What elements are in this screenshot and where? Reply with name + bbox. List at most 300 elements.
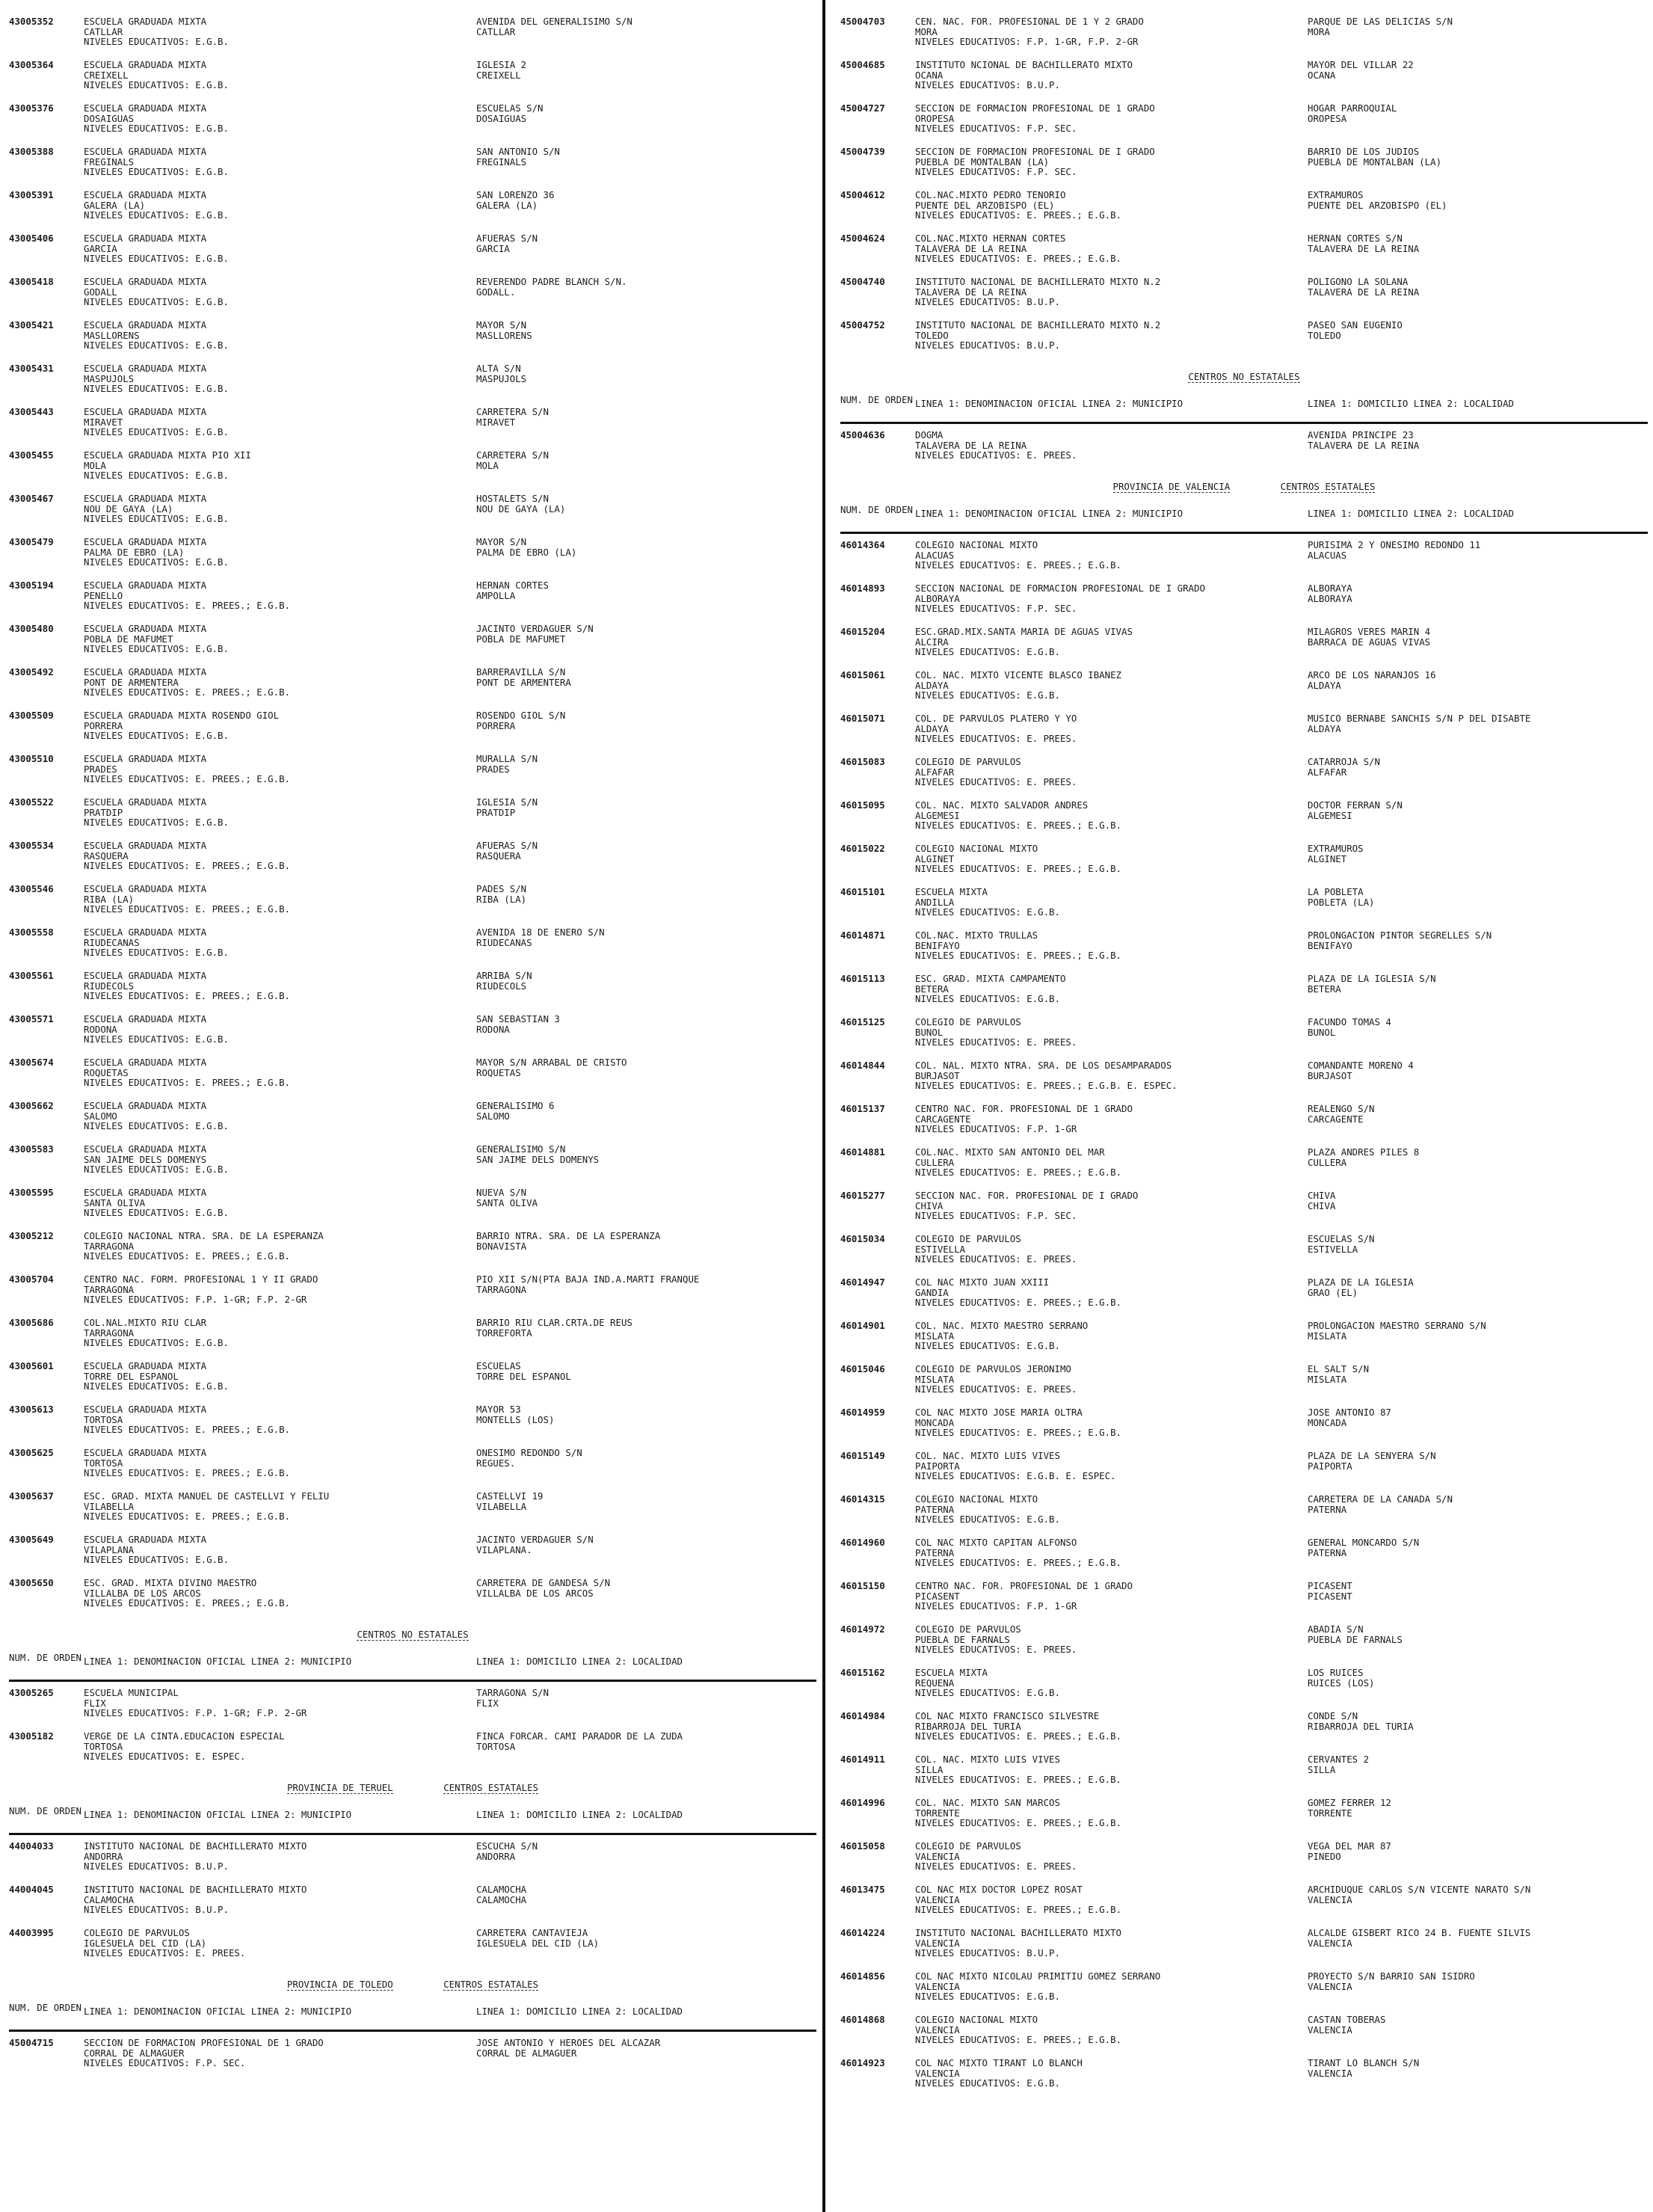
center-name: ESCUELA GRADUADA MIXTA xyxy=(84,797,207,808)
center-info xyxy=(915,1017,1296,1048)
center-name: ESCUELA GRADUADA MIXTA xyxy=(84,147,207,157)
municipality: GODALL xyxy=(84,286,117,298)
center-address xyxy=(476,103,816,123)
locality: DOSAIGUAS xyxy=(476,112,527,123)
center-info xyxy=(84,537,465,568)
center-code: 46015113 xyxy=(840,973,885,984)
list-item xyxy=(840,1321,1648,1364)
header-num: NUM. DE ORDEN xyxy=(840,504,913,515)
table-header xyxy=(9,1647,816,1682)
center-code: 46015083 xyxy=(840,756,885,767)
education-levels: NIVELES EDUCATIVOS: E.G.B. xyxy=(84,36,229,47)
education-levels: NIVELES EDUCATIVOS: E.G.B. xyxy=(84,209,229,221)
domicile: PROYECTO S/N BARRIO SAN ISIDRO xyxy=(1308,1971,1475,1982)
education-levels: NIVELES EDUCATIVOS: B.U.P. xyxy=(84,1861,229,1872)
center-address xyxy=(476,1884,816,1905)
center-name: COLEGIO DE PARVULOS xyxy=(915,1841,1021,1852)
header-col2: LINEA 1: DOMICILIO LINEA 2: LOCALIDAD xyxy=(476,1809,683,1820)
domicile: CERVANTES 2 xyxy=(1308,1754,1370,1765)
center-name: INSTITUTO NACIONAL DE BACHILLERATO MIXTO N.2 xyxy=(915,277,1161,287)
locality: ALDAYA xyxy=(1308,722,1341,734)
municipality: DOSAIGUAS xyxy=(84,112,135,124)
center-address xyxy=(1308,1234,1648,1254)
domicile: LA POBLETA xyxy=(1308,887,1364,897)
center-name: SECCION DE FORMACION PROFESIONAL DE I GRADO xyxy=(915,147,1155,157)
list-item xyxy=(840,1971,1648,2015)
center-address xyxy=(476,1101,816,1121)
locality: SAN JAIME DELS DOMENYS xyxy=(476,1153,600,1164)
municipality: RIUDECOLS xyxy=(84,980,135,992)
center-info xyxy=(915,16,1296,47)
domicile: TARRAGONA S/N xyxy=(476,1688,549,1698)
locality: VALENCIA xyxy=(1308,1937,1352,1948)
list-item xyxy=(840,1494,1648,1537)
center-info xyxy=(915,1364,1296,1395)
domicile: EL SALT S/N xyxy=(1308,1364,1370,1374)
municipality: GANDIA xyxy=(915,1286,949,1298)
table-header xyxy=(9,1800,816,1835)
locality: ALDAYA xyxy=(1308,679,1341,690)
center-info xyxy=(915,1537,1296,1568)
center-info xyxy=(915,147,1296,177)
center-name: COL. NAC. MIXTO VICENTE BLASCO IBANEZ xyxy=(915,670,1122,681)
locality: ALBORAYA xyxy=(1308,592,1352,603)
municipality: PAIPORTA xyxy=(915,1460,960,1472)
locality: REGUES. xyxy=(476,1457,516,1468)
center-address xyxy=(1308,1798,1648,1818)
center-name: COLEGIO DE PARVULOS xyxy=(915,1017,1021,1027)
center-address xyxy=(476,1578,816,1598)
center-name: VERGE DE LA CINTA.EDUCACION ESPECIAL xyxy=(84,1731,285,1742)
municipality: PUEBLA DE FARNALS xyxy=(915,1633,1010,1645)
center-code: 43005650 xyxy=(9,1577,54,1588)
municipality: MASPUJOLS xyxy=(84,372,135,384)
center-address xyxy=(1308,1711,1648,1731)
locality: PRADES xyxy=(476,763,510,774)
center-address xyxy=(476,1188,816,1208)
locality: CULLERA xyxy=(1308,1156,1347,1167)
center-name: COL NAC MIXTO TIRANT LO BLANCH xyxy=(915,2058,1083,2068)
center-info xyxy=(915,1407,1296,1438)
center-address xyxy=(476,927,816,947)
domicile: HOGAR PARROQUIAL xyxy=(1308,103,1397,114)
center-name: ESCUELA GRADUADA MIXTA xyxy=(84,1144,207,1155)
center-name: COLEGIO DE PARVULOS JERONIMO xyxy=(915,1364,1071,1374)
list-item xyxy=(840,60,1648,103)
center-address xyxy=(476,407,816,427)
municipality: SILLA xyxy=(915,1763,944,1775)
center-info xyxy=(915,1798,1296,1828)
center-code: 43005662 xyxy=(9,1100,54,1111)
domicile: AVENIDA 18 DE ENERO S/N xyxy=(476,927,605,938)
center-address xyxy=(476,1404,816,1425)
list-item xyxy=(840,147,1648,190)
list-item xyxy=(9,1404,816,1448)
list-item xyxy=(840,16,1648,60)
column-divider xyxy=(822,0,825,2212)
locality: BETERA xyxy=(1308,983,1341,994)
center-info xyxy=(915,1494,1296,1525)
center-info xyxy=(84,1144,465,1175)
center-address xyxy=(476,1274,816,1294)
center-name: ESCUELA GRADUADA MIXTA xyxy=(84,60,207,70)
municipality: PRATDIP xyxy=(84,806,123,818)
center-name: INSTITUTO NACIONAL DE BACHILLERATO MIXTO xyxy=(84,1884,307,1895)
list-item xyxy=(840,1928,1648,1971)
center-address xyxy=(1308,1147,1648,1167)
center-info xyxy=(915,103,1296,134)
education-levels: NIVELES EDUCATIVOS: E. PREES.; E.G.B. xyxy=(84,1511,291,1522)
center-address xyxy=(1308,1191,1648,1211)
center-info xyxy=(84,1274,465,1305)
center-name: COL.NAC. MIXTO SAN ANTONIO DEL MAR xyxy=(915,1147,1105,1158)
center-code: 45004740 xyxy=(840,276,885,287)
municipality: RIBA (LA) xyxy=(84,893,135,905)
center-address xyxy=(1308,844,1648,864)
municipality: FLIX xyxy=(84,1697,106,1709)
list-item xyxy=(840,1841,1648,1884)
center-code: 46015277 xyxy=(840,1190,885,1201)
list-item xyxy=(840,1060,1648,1104)
toledo-no-estatales-list xyxy=(840,430,1648,473)
municipality: TORTOSA xyxy=(84,1457,123,1469)
center-code: 43005265 xyxy=(9,1687,54,1698)
province-title: PROVINCIA DE VALENCIA xyxy=(1112,481,1231,492)
center-info xyxy=(84,1928,465,1958)
list-item xyxy=(840,103,1648,147)
locality: TORREFORTA xyxy=(476,1327,532,1338)
list-item xyxy=(9,971,816,1014)
center-name: ESCUELA GRADUADA MIXTA xyxy=(84,1404,207,1415)
municipality: SANTA OLIVA xyxy=(84,1196,146,1208)
center-address xyxy=(476,1688,816,1708)
municipality: RIBARROJA DEL TURIA xyxy=(915,1720,1021,1732)
center-code: 43005613 xyxy=(9,1404,54,1415)
center-code: 43005686 xyxy=(9,1317,54,1328)
locality: OCANA xyxy=(1308,69,1336,80)
domicile: CARRETERA DE LA CANADA S/N xyxy=(1308,1494,1453,1505)
province-title: PROVINCIA DE TOLEDO xyxy=(286,1979,393,1990)
center-address xyxy=(476,841,816,861)
center-name: COLEGIO DE PARVULOS xyxy=(915,1624,1021,1635)
center-address xyxy=(476,1928,816,1948)
center-code: 46015137 xyxy=(840,1103,885,1114)
domicile: VEGA DEL MAR 87 xyxy=(1308,1841,1391,1852)
list-item xyxy=(9,1884,816,1928)
locality: PORRERA xyxy=(476,719,516,731)
center-info xyxy=(915,540,1296,571)
center-info xyxy=(84,754,465,784)
list-item xyxy=(9,1144,816,1188)
education-levels: NIVELES EDUCATIVOS: E.G.B. xyxy=(84,643,229,654)
center-code: 46014868 xyxy=(840,2014,885,2025)
center-code: 46014947 xyxy=(840,1276,885,1288)
center-name: ESCUELA GRADUADA MIXTA xyxy=(84,103,207,114)
center-address xyxy=(476,1318,816,1338)
center-code: 46015022 xyxy=(840,843,885,854)
municipality: TORTOSA xyxy=(84,1413,123,1425)
education-levels: NIVELES EDUCATIVOS: E. PREES.; E.G.B. xyxy=(84,686,291,698)
municipality: CREIXELL xyxy=(84,69,129,81)
domicile: CALAMOCHA xyxy=(476,1884,527,1895)
municipality: GARCIA xyxy=(84,242,117,254)
center-code: 46014923 xyxy=(840,2057,885,2068)
center-name: ESCUELA MUNICIPAL xyxy=(84,1688,179,1698)
municipality: ALDAYA xyxy=(915,722,949,734)
municipality: MOLA xyxy=(84,459,106,471)
domicile: ALTA S/N xyxy=(476,363,521,374)
domicile: ARCHIDUQUE CARLOS S/N VICENTE NARATO S/N xyxy=(1308,1884,1531,1895)
list-item xyxy=(9,1318,816,1361)
center-name: ESCUELA GRADUADA MIXTA xyxy=(84,320,207,331)
list-item xyxy=(9,841,816,884)
center-info xyxy=(915,930,1296,961)
municipality: VALENCIA xyxy=(915,1980,960,1992)
municipality: PUEBLA DE MONTALBAN (LA) xyxy=(915,156,1050,168)
center-name: COLEGIO NACIONAL NTRA. SRA. DE LA ESPERANZA xyxy=(84,1231,324,1241)
center-info xyxy=(915,1711,1296,1742)
center-code: 43005431 xyxy=(9,363,54,374)
center-info xyxy=(84,1014,465,1045)
center-name: COLEGIO NACIONAL MIXTO xyxy=(915,2015,1038,2025)
center-name: COL.NAC.MIXTO PEDRO TENORIO xyxy=(915,190,1066,200)
center-code: 46015149 xyxy=(840,1450,885,1461)
center-info xyxy=(915,757,1296,787)
locality: RIUDECOLS xyxy=(476,980,527,991)
domicile: PROLONGACION MAESTRO SERRANO S/N xyxy=(1308,1321,1486,1331)
center-info xyxy=(84,2038,465,2068)
locality: GARCIA xyxy=(476,242,510,254)
center-code: 43005364 xyxy=(9,59,54,70)
domicile: BARRIO DE LOS JUDIOS xyxy=(1308,147,1420,157)
domicile: PLAZA DE LA IGLESIA xyxy=(1308,1277,1414,1288)
locality: SILLA xyxy=(1308,1763,1336,1775)
domicile: MURALLA S/N xyxy=(476,754,538,764)
list-item xyxy=(9,60,816,103)
list-item xyxy=(840,1798,1648,1841)
locality: PALMA DE EBRO (LA) xyxy=(476,546,577,557)
center-address xyxy=(1308,147,1648,167)
center-code: 46014364 xyxy=(840,539,885,550)
center-code: 43005546 xyxy=(9,883,54,894)
header-col2: LINEA 1: DOMICILIO LINEA 2: LOCALIDAD xyxy=(1308,508,1515,519)
center-info xyxy=(915,233,1296,264)
domicile: MAYOR DEL VILLAR 22 xyxy=(1308,60,1414,70)
center-info xyxy=(84,1884,465,1915)
center-code: 43005534 xyxy=(9,840,54,851)
center-code: 43005561 xyxy=(9,970,54,981)
education-levels: NIVELES EDUCATIVOS: E.G.B. xyxy=(84,296,229,307)
center-name: COL. NAC. MIXTO LUIS VIVES xyxy=(915,1451,1060,1461)
center-info xyxy=(84,1841,465,1872)
education-levels: NIVELES EDUCATIVOS: E. PREES.; E.G.B. xyxy=(915,1817,1122,1828)
center-address xyxy=(1308,60,1648,80)
domicile: IGLESIA S/N xyxy=(476,797,538,808)
list-item xyxy=(840,844,1648,887)
center-name: COL. NAC. MIXTO MAESTRO SERRANO xyxy=(915,1321,1089,1331)
center-info xyxy=(915,1754,1296,1785)
center-address xyxy=(476,2038,816,2058)
locality: TOLEDO xyxy=(1308,329,1341,340)
municipality: ESTIVELLA xyxy=(915,1243,966,1255)
list-item xyxy=(9,1014,816,1057)
section-title: CENTROS NO ESTATALES xyxy=(357,1629,469,1640)
list-item xyxy=(840,1104,1648,1147)
education-levels: NIVELES EDUCATIVOS: E. PREES.; E.G.B. xyxy=(915,559,1122,571)
municipality: BENIFAYO xyxy=(915,939,960,951)
domicile: PLAZA DE LA IGLESIA S/N xyxy=(1308,974,1436,984)
domicile: CASTAN TOBERAS xyxy=(1308,2015,1386,2025)
domicile: SAN ANTONIO S/N xyxy=(476,147,560,157)
center-info xyxy=(84,1731,465,1762)
center-info xyxy=(84,1231,465,1262)
center-code: 46015150 xyxy=(840,1580,885,1591)
domicile: ABADIA S/N xyxy=(1308,1624,1364,1635)
municipality: TORRENTE xyxy=(915,1807,960,1819)
domicile: LOS RUICES xyxy=(1308,1668,1364,1678)
education-levels: NIVELES EDUCATIVOS: E.G.B. xyxy=(84,383,229,394)
center-address xyxy=(1308,1581,1648,1601)
center-info xyxy=(915,1928,1296,1958)
center-address xyxy=(476,320,816,340)
center-info xyxy=(84,841,465,871)
municipality: TORTOSA xyxy=(84,1740,123,1752)
center-address xyxy=(476,1448,816,1468)
center-code: 46015071 xyxy=(840,713,885,724)
list-item xyxy=(840,1581,1648,1624)
center-code: 45004715 xyxy=(9,2037,54,2048)
center-info xyxy=(84,1101,465,1131)
list-item xyxy=(9,1731,816,1775)
domicile: PIO XII S/N(PTA BAJA IND.A.MARTI FRANQUE xyxy=(476,1274,700,1285)
tarragona-estatales-list xyxy=(9,16,816,1621)
list-item xyxy=(9,1361,816,1404)
list-item xyxy=(9,363,816,407)
center-code: 46015204 xyxy=(840,626,885,637)
domicile: ARRIBA S/N xyxy=(476,971,532,981)
header-num: NUM. DE ORDEN xyxy=(840,394,913,405)
education-levels: NIVELES EDUCATIVOS: E.G.B. xyxy=(915,906,1060,918)
locality: ALFAFAR xyxy=(1308,766,1347,777)
municipality: ALGEMESI xyxy=(915,809,960,821)
province-heading xyxy=(840,473,1648,499)
locality: VILAPLANA. xyxy=(476,1543,532,1555)
center-name: ESCUELA GRADUADA MIXTA xyxy=(84,884,207,894)
locality: VALENCIA xyxy=(1308,2024,1352,2035)
center-code: 46014911 xyxy=(840,1754,885,1765)
list-item xyxy=(840,277,1648,320)
list-item xyxy=(9,1274,816,1318)
center-code: 46014996 xyxy=(840,1797,885,1808)
section-heading xyxy=(840,363,1648,389)
education-levels: NIVELES EDUCATIVOS: E.G.B. xyxy=(84,470,229,481)
list-item xyxy=(840,2058,1648,2101)
locality: MONTELLS (LOS) xyxy=(476,1413,555,1425)
municipality: VALENCIA xyxy=(915,1937,960,1949)
education-levels: NIVELES EDUCATIVOS: F.P. 1-GR; F.P. 2-GR xyxy=(84,1707,307,1718)
center-code: 46014960 xyxy=(840,1537,885,1548)
center-name: ESCUELA GRADUADA MIXTA xyxy=(84,1057,207,1068)
domicile: FINCA FORCAR. CAMI PARADOR DE LA ZUDA xyxy=(476,1731,683,1742)
locality: BURJASOT xyxy=(1308,1069,1352,1081)
education-levels: NIVELES EDUCATIVOS: F.P. SEC. xyxy=(915,1210,1077,1221)
center-name: ESCUELA GRADUADA MIXTA xyxy=(84,1188,207,1198)
center-code: 43005595 xyxy=(9,1187,54,1198)
center-name: ESCUELA MIXTA xyxy=(915,887,988,897)
education-levels: NIVELES EDUCATIVOS: E. PREES.; E.G.B. xyxy=(915,1297,1122,1308)
education-levels: NIVELES EDUCATIVOS: E. PREES.; E.G.B. xyxy=(915,1774,1122,1785)
center-code: 43005443 xyxy=(9,406,54,417)
center-name: SECCION DE FORMACION PROFESIONAL DE 1 GRADO xyxy=(915,103,1155,114)
municipality: VALENCIA xyxy=(915,1850,960,1862)
domicile: JACINTO VERDAGUER S/N xyxy=(476,624,594,634)
locality: MIRAVET xyxy=(476,416,516,427)
list-item xyxy=(9,1534,816,1578)
center-name: CENTRO NAC. FOR. PROFESIONAL DE 1 GRADO xyxy=(915,1581,1133,1591)
center-address xyxy=(476,16,816,37)
municipality: TALAVERA DE LA REINA xyxy=(915,286,1027,298)
list-item xyxy=(9,754,816,797)
center-address xyxy=(1308,190,1648,210)
list-item xyxy=(840,430,1648,473)
center-address xyxy=(1308,1537,1648,1558)
locality: ALGINET xyxy=(1308,852,1347,864)
center-code: 43005637 xyxy=(9,1490,54,1502)
center-info xyxy=(915,670,1296,701)
list-item xyxy=(9,1231,816,1274)
locality: CALAMOCHA xyxy=(476,1893,527,1905)
municipality: PATERNA xyxy=(915,1546,955,1558)
center-info xyxy=(915,1060,1296,1091)
domicile: BARRIO NTRA. SRA. DE LA ESPERANZA xyxy=(476,1231,661,1241)
education-levels: NIVELES EDUCATIVOS: E.G.B. xyxy=(84,730,229,741)
tarragona-no-estatales-list xyxy=(9,1688,816,1775)
locality: ESTIVELLA xyxy=(1308,1243,1358,1254)
list-item xyxy=(840,1754,1648,1798)
header-col1: LINEA 1: DENOMINACION OFICIAL LINEA 2: MUNICIPIO xyxy=(915,398,1183,409)
center-info xyxy=(915,1451,1296,1481)
center-code: 43005212 xyxy=(9,1230,54,1241)
locality: TALAVERA DE LA REINA xyxy=(1308,286,1420,297)
education-levels: NIVELES EDUCATIVOS: E. PREES.; E.G.B. xyxy=(84,903,291,915)
list-item xyxy=(840,2015,1648,2058)
center-info xyxy=(915,887,1296,918)
domicile: GENERAL MONCARDO S/N xyxy=(1308,1537,1420,1548)
center-code: 45004727 xyxy=(840,102,885,114)
locality: TORRENTE xyxy=(1308,1807,1352,1818)
list-item xyxy=(840,627,1648,670)
domicile: SAN SEBASTIAN 3 xyxy=(476,1014,560,1024)
education-levels: NIVELES EDUCATIVOS: E. PREES. xyxy=(915,449,1077,461)
center-name: ESCUELA GRADUADA MIXTA xyxy=(84,580,207,591)
section-heading xyxy=(9,1621,816,1647)
education-levels: NIVELES EDUCATIVOS: E.G.B. xyxy=(84,426,229,437)
center-address xyxy=(1308,800,1648,820)
center-name: ESCUELA GRADUADA MIXTA xyxy=(84,190,207,200)
domicile: CATARROJA S/N xyxy=(1308,757,1380,767)
locality: CORRAL DE ALMAGUER xyxy=(476,2047,577,2058)
municipality: ANDILLA xyxy=(915,896,955,908)
center-address xyxy=(1308,1277,1648,1297)
center-code: 45004752 xyxy=(840,319,885,331)
center-address xyxy=(476,537,816,557)
center-address xyxy=(1308,974,1648,994)
domicile: PICASENT xyxy=(1308,1581,1352,1591)
center-name: ESCUELA GRADUADA MIXTA xyxy=(84,927,207,938)
domicile: CARRETERA S/N xyxy=(476,407,549,417)
municipality: PUENTE DEL ARZOBISPO (EL) xyxy=(915,199,1055,211)
center-info xyxy=(915,1624,1296,1655)
